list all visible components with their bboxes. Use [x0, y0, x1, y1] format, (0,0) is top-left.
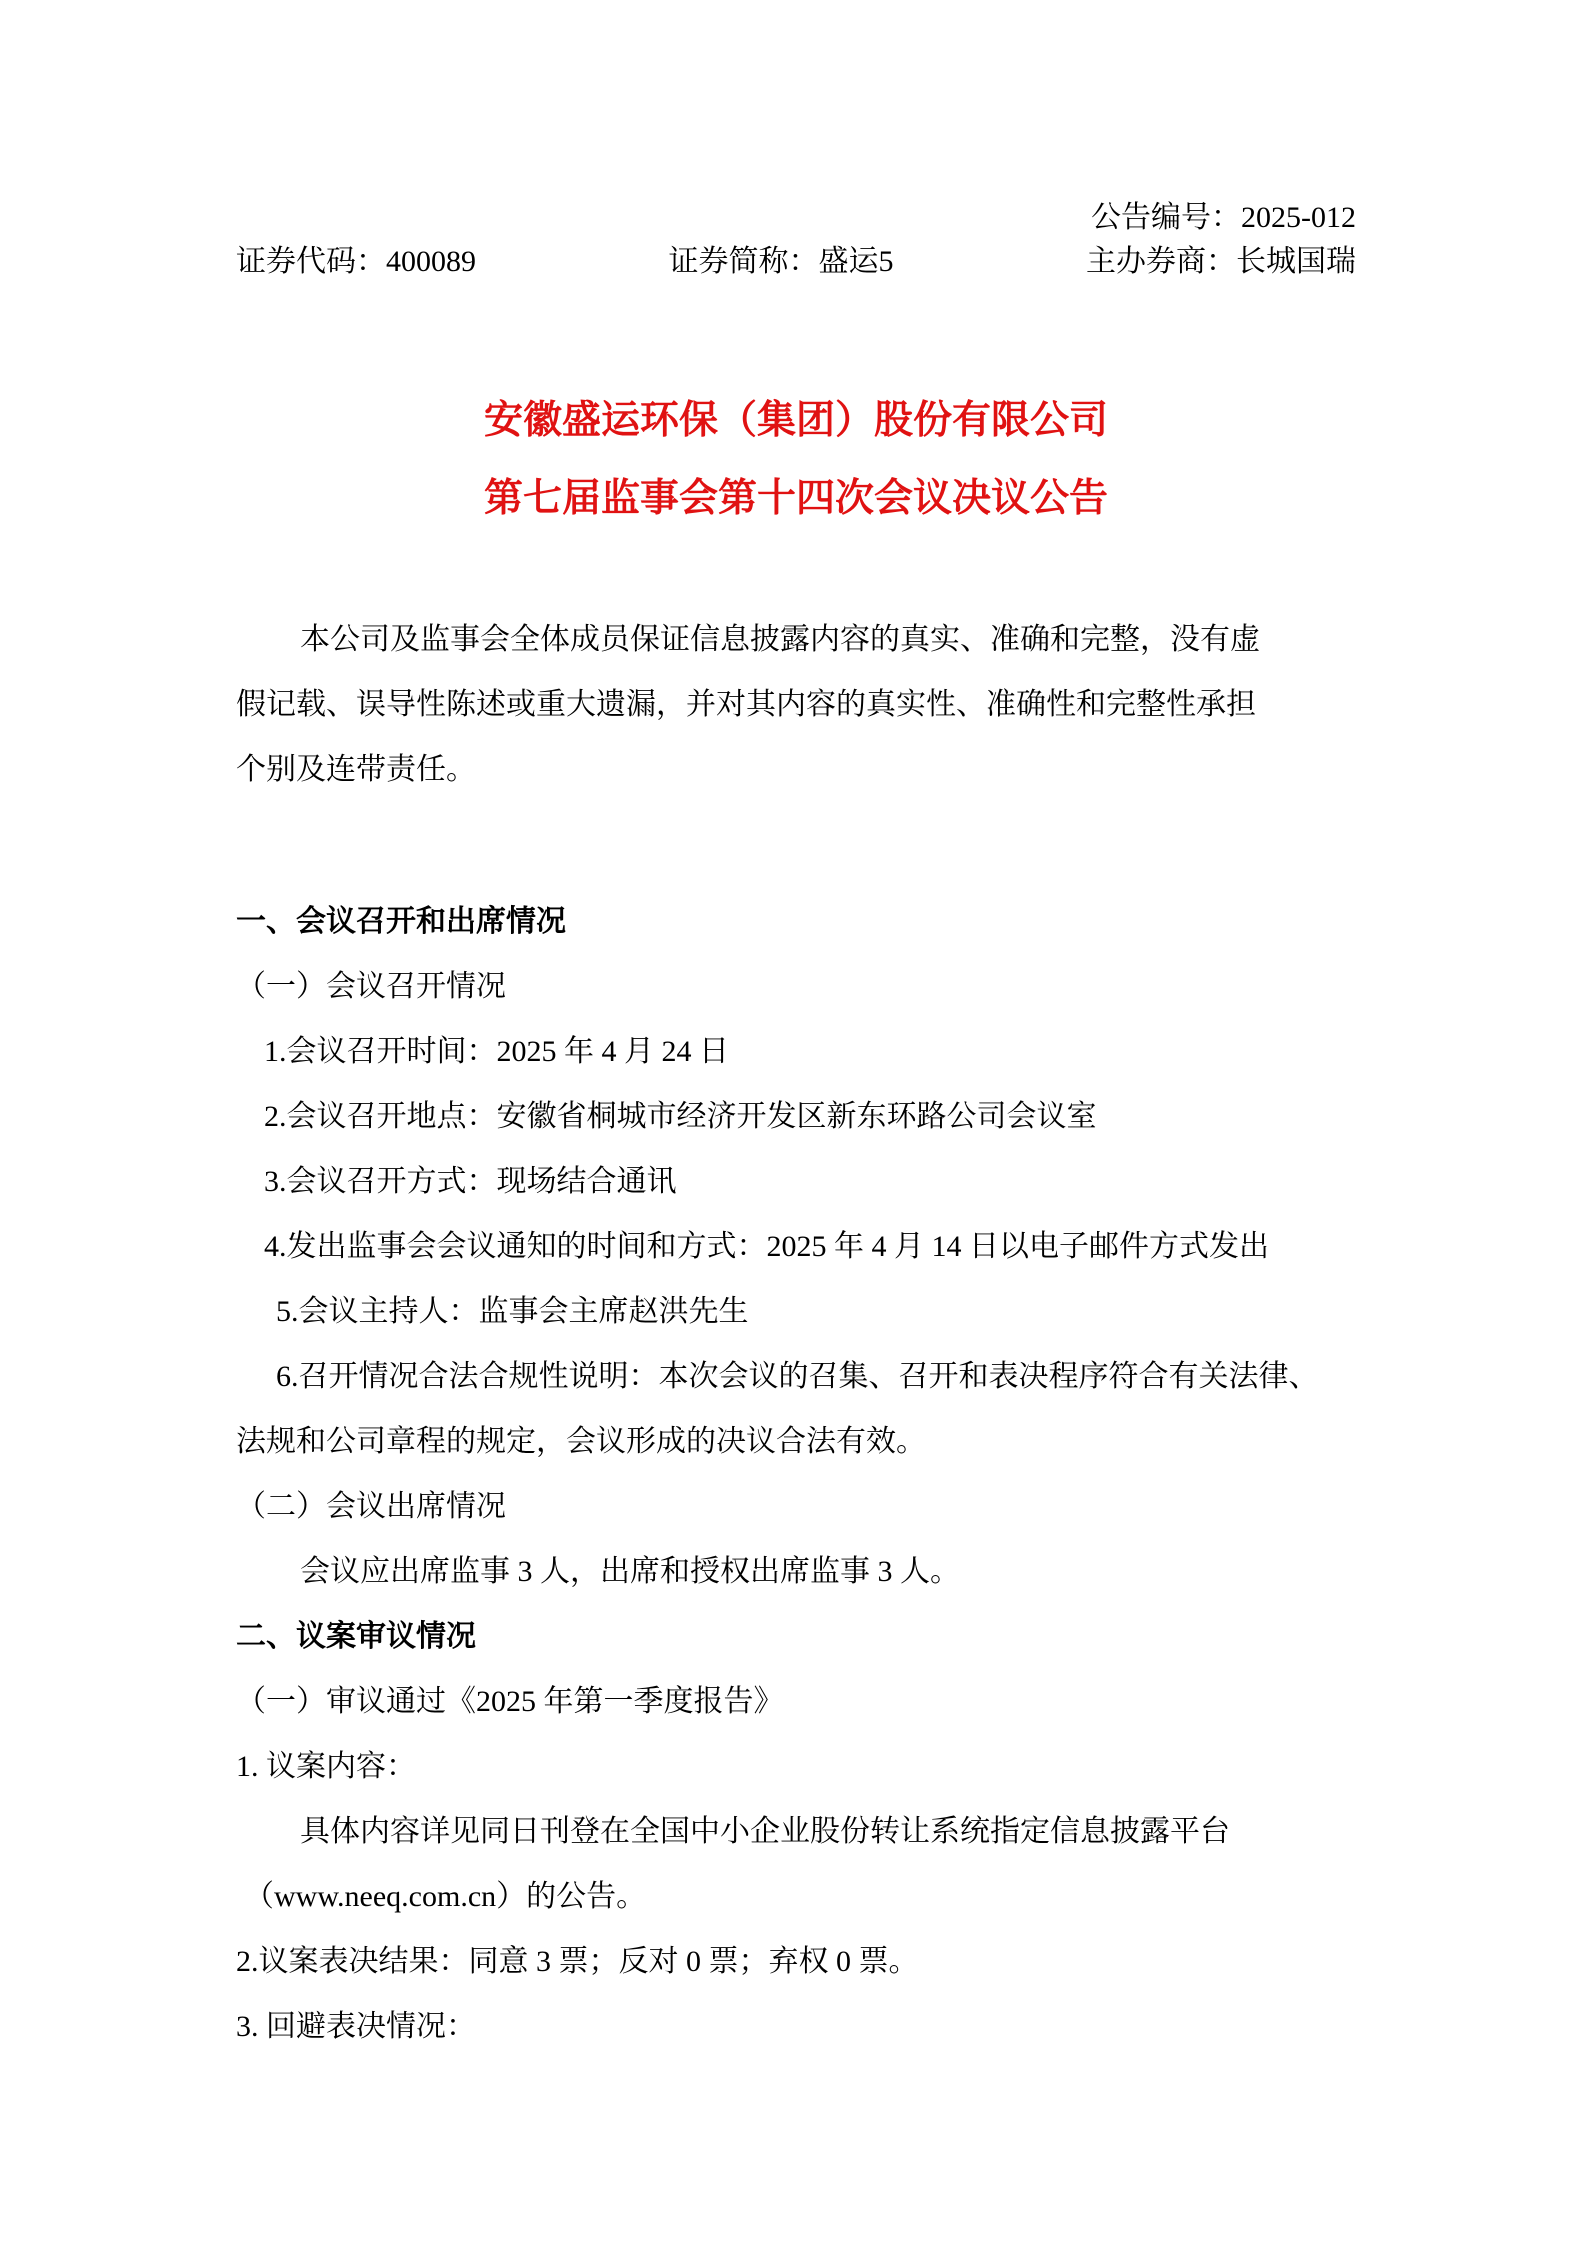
section1-item6-line2: 法规和公司章程的规定，会议形成的决议合法有效。 [236, 1425, 926, 1458]
disclaimer-line2: 假记载、误导性陈述或重大遗漏，并对其内容的真实性、准确性和完整性承担 [236, 688, 1256, 721]
document-title-line2: 第七届监事会第十四次会议决议公告 [483, 477, 1108, 520]
section2-item2-vote-result: 2.议案表决结果：同意 3 票；反对 0 票；弃权 0 票。 [236, 1945, 919, 1978]
section1-item2: 2.会议召开地点：安徽省桐城市经济开发区新东环路公司会议室 [264, 1100, 1097, 1133]
sponsor-broker: 主办券商：长城国瑞 [1086, 245, 1356, 278]
section1-item3: 3.会议召开方式：现场结合通讯 [264, 1165, 677, 1198]
section1-item4: 4.发出监事会会议通知的时间和方式：2025 年 4 月 14 日以电子邮件方式发出 [264, 1230, 1269, 1263]
section2-content-line1: 具体内容详见同日刊登在全国中小企业股份转让系统指定信息披露平台 [300, 1815, 1230, 1848]
section2-heading: 二、议案审议情况 [236, 1620, 476, 1653]
disclaimer-line1: 本公司及监事会全体成员保证信息披露内容的真实、准确和完整，没有虚 [300, 623, 1260, 656]
section1-item1: 1.会议召开时间：2025 年 4 月 24 日 [264, 1035, 729, 1068]
securities-header-row [236, 240, 1356, 284]
section1-item5: 5.会议主持人：监事会主席赵洪先生 [276, 1295, 749, 1328]
stock-abbreviation: 证券简称：盛运5 [668, 245, 894, 278]
section1-attendance: 会议应出席监事 3 人，出席和授权出席监事 3 人。 [300, 1555, 960, 1588]
section2-item1-label: 1. 议案内容： [236, 1750, 416, 1783]
section1-sub1: （一）会议召开情况 [236, 970, 506, 1003]
document-title-line1: 安徽盛运环保（集团）股份有限公司 [483, 399, 1108, 442]
disclaimer-line3: 个别及连带责任。 [236, 753, 476, 786]
section1-heading: 一、会议召开和出席情况 [236, 905, 566, 938]
section1-item6-line1: 6.召开情况合法合规性说明：本次会议的召集、召开和表决程序符合有关法律、 [276, 1360, 1319, 1393]
section2-content-line2: （www.neeq.com.cn）的公告。 [244, 1880, 647, 1913]
section1-sub2: （二）会议出席情况 [236, 1490, 506, 1523]
section2-sub1: （一）审议通过《2025 年第一季度报告》 [236, 1685, 784, 1718]
stock-code: 证券代码：400089 [236, 245, 476, 278]
notice-number: 公告编号：2025-012 [1091, 201, 1356, 234]
section2-item3-recusal: 3. 回避表决情况： [236, 2010, 476, 2043]
